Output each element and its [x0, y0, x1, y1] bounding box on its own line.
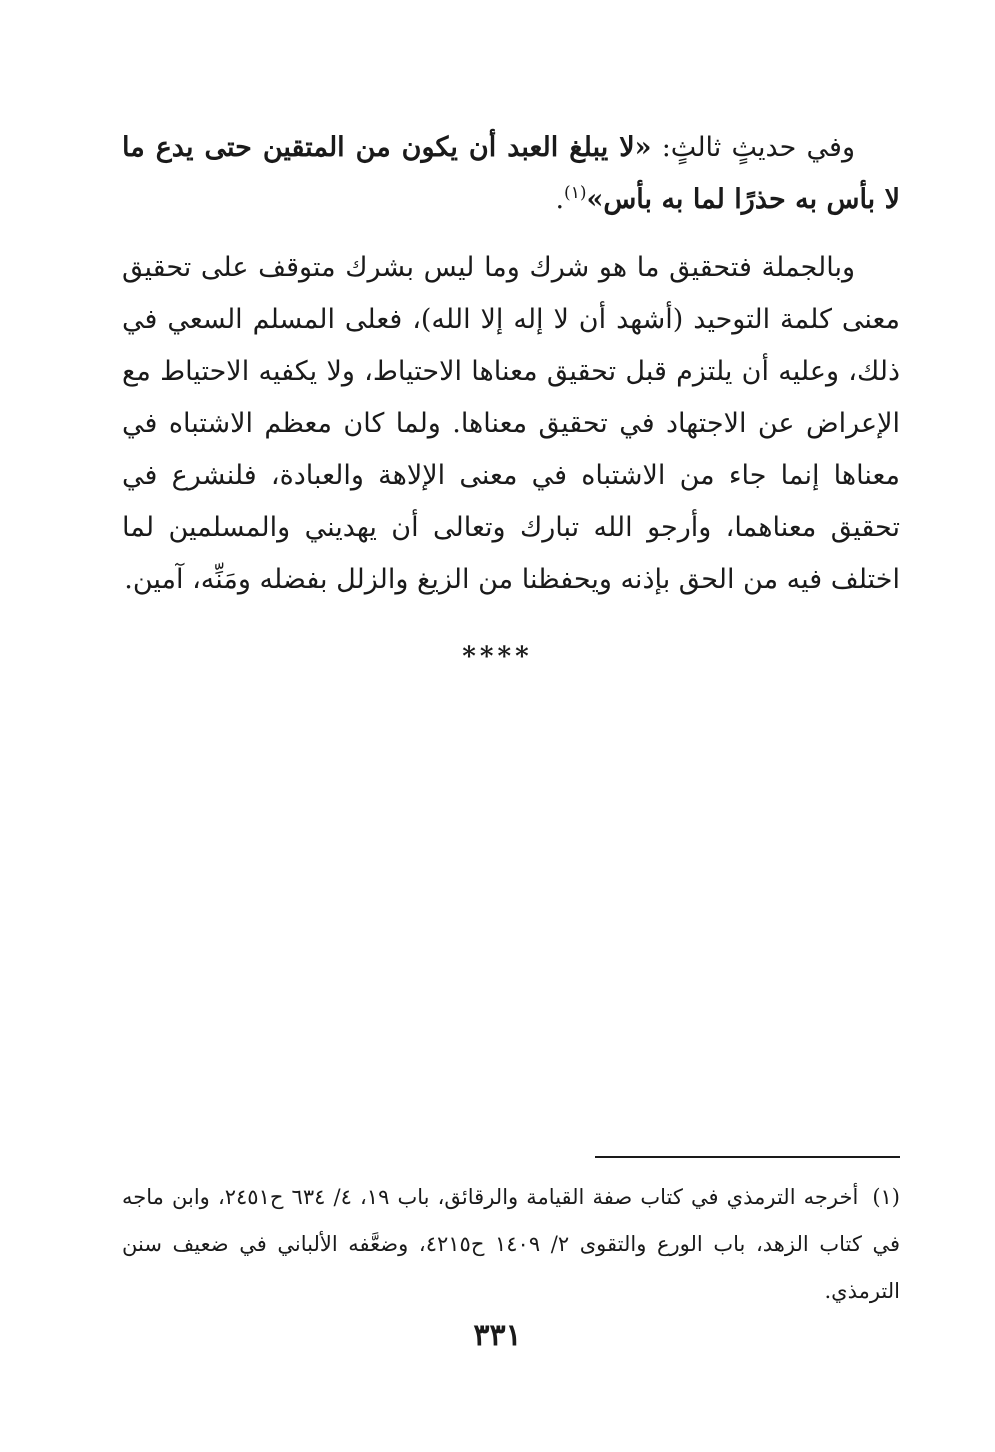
hadith-quote: «لا يبلغ العبد أن يكون من المتقين حتى يدع ما لا بأس به حذرًا لما به بأس»: [122, 132, 900, 215]
paragraph-hadith: [122, 122, 900, 226]
footnote-reference: (١): [564, 183, 587, 203]
footnote-divider: [595, 1156, 900, 1158]
main-text-block: [122, 122, 900, 606]
footnote: [122, 1174, 900, 1315]
section-separator: ****: [462, 642, 533, 672]
paragraph-lead-text: وفي حديثٍ ثالثٍ:: [651, 132, 855, 163]
paragraph-end-punctuation: .: [555, 184, 565, 215]
footnote-number: (١): [872, 1185, 900, 1209]
page-number: ٣٣١: [473, 1318, 522, 1353]
footnote-text: أخرجه الترمذي في كتاب صفة القيامة والرقائق، باب ١٩، ٤/ ٦٣٤ ح٢٤٥١، وابن ماجه في كتاب الزهد، باب الورع والتقوى ٢/ ١٤٠٩ ح٤٢١٥، وضعَّفه الألباني في ضعيف سنن الترمذي.: [122, 1185, 900, 1303]
paragraph-tawhid: وبالجملة فتحقيق ما هو شرك وما ليس بشرك متوقف على تحقيق معنى كلمة التوحيد (أشهد أن لا إله إلا الله)، فعلى المسلم السعي في ذلك، وعليه أن يلتزم قبل تحقيق معناها الاحتياط، ولا يكفيه الاحتياط مع الإعراض عن الاجتهاد في تحقيق معناها. ولما كان معظم الاشتباه في معناها إنما جاء من الاشتباه في معنى الإلاهة والعبادة، فلنشرع في تحقيق معناهما، وأرجو الله تبارك وتعالى أن يهديني والمسلمين لما اختلف فيه من الحق بإذنه ويحفظنا من الزيغ والزلل بفضله ومَنِّه، آمين.: [122, 252, 900, 595]
